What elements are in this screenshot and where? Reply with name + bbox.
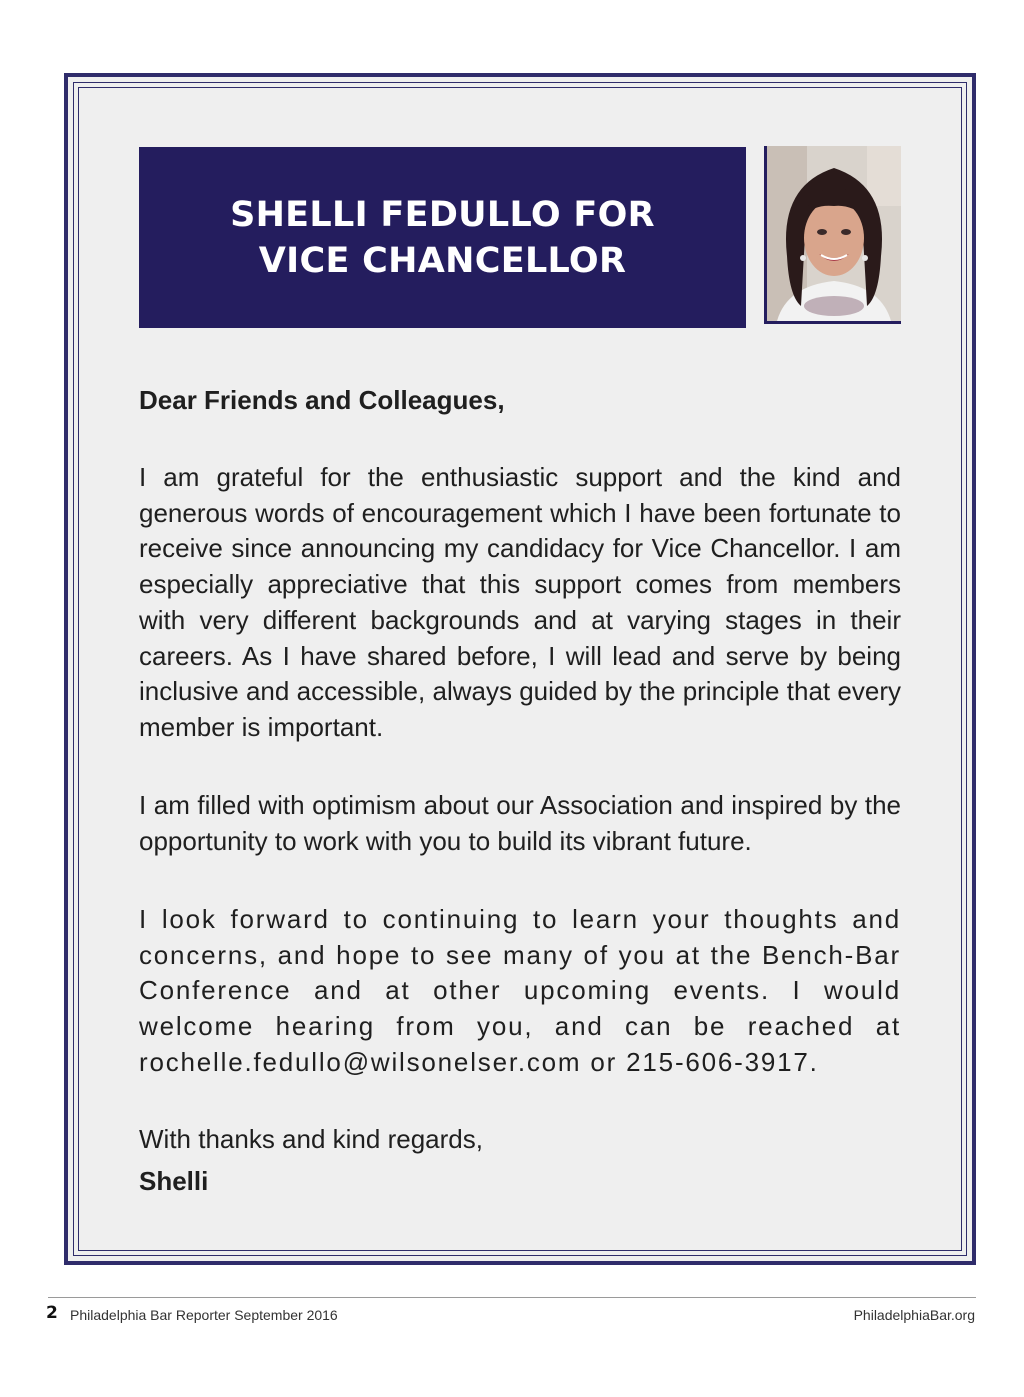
letter-signature: Shelli bbox=[139, 1166, 209, 1196]
letter-paragraph-1: I am grateful for the enthusiastic support and the kind and generous words of encouragement which I have been fortunate to receive since announcing my candidacy for Vice Chancellor. I am especially appreciative that this support comes from members with very different backgrounds and at varying stages in their careers. As I have shared before, I will lead and serve by being inclusive and accessible, always guided by the principle that every member is important. bbox=[139, 462, 901, 742]
footer-divider bbox=[48, 1297, 976, 1298]
letter-closing: With thanks and kind regards, bbox=[139, 1124, 483, 1154]
letter-salutation: Dear Friends and Colleagues, bbox=[139, 385, 505, 415]
letter-paragraph-2: I am filled with optimism about our Association and inspired by the opportunity to work with you to build its vibrant future. bbox=[139, 790, 901, 856]
title-line-1: SHELLI FEDULLO FOR bbox=[230, 194, 655, 235]
title-line-2: VICE CHANCELLOR bbox=[258, 240, 627, 281]
page-number: 2 bbox=[46, 1303, 58, 1323]
portrait-illustration bbox=[767, 146, 901, 321]
title-banner bbox=[139, 147, 746, 328]
candidate-portrait-photo bbox=[764, 146, 901, 324]
footer-publication: Philadelphia Bar Reporter September 2016 bbox=[70, 1307, 338, 1323]
letter-paragraph-3: I look forward to continuing to learn your thoughts and concerns, and hope to see many of you at the Bench-Bar Conference and at other upcoming events. I would welcome hearing from you, and can be reached at rochelle.fedullo@wilsonelser.com or 215-606-3917. bbox=[139, 904, 901, 1077]
footer-website: PhiladelphiaBar.org bbox=[853, 1307, 975, 1323]
